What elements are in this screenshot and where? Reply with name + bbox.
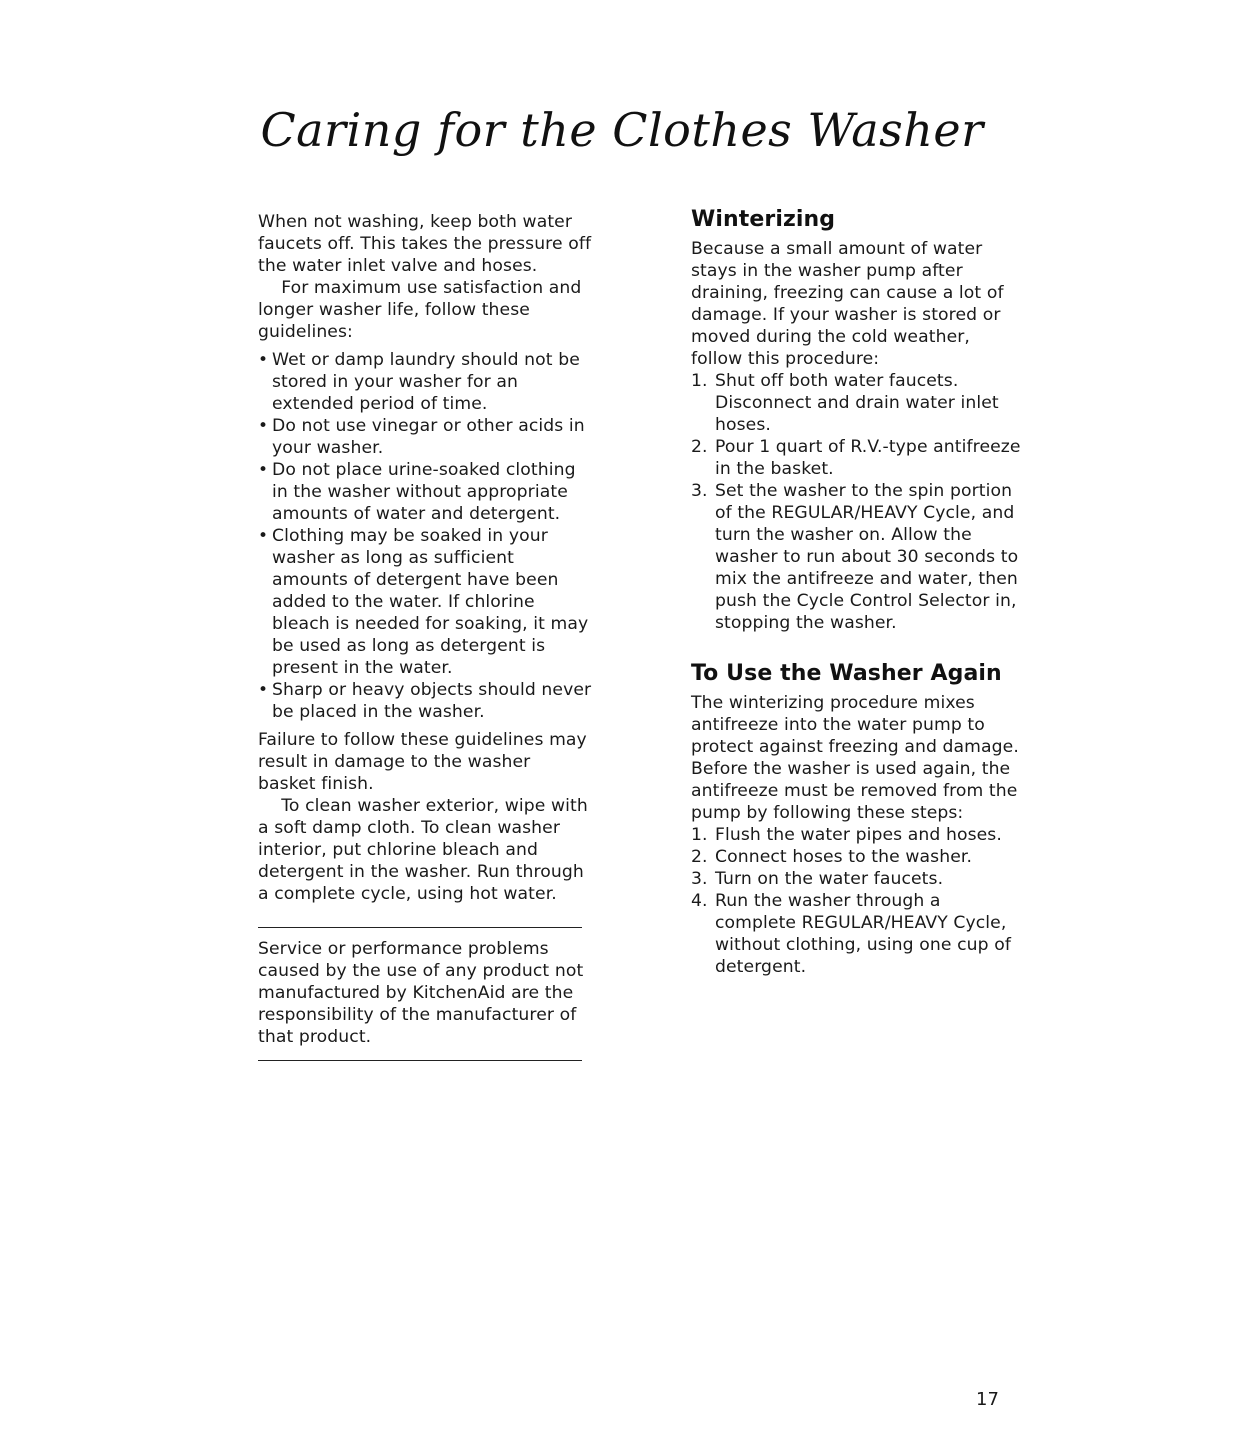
- list-item: • Do not place urine-soaked clothing in the washer without appropriate amounts of water and detergent.: [258, 459, 593, 525]
- step-text: Connect hoses to the washer.: [715, 847, 973, 867]
- cleaning-paragraph: To clean washer exterior, wipe with a soft damp cloth. To clean washer interior, put chlorine bleach and detergent in the washer. Run through a complete cycle, using hot water.: [258, 796, 588, 904]
- page-title: Caring for the Clothes Washer: [260, 103, 984, 157]
- step-text: Turn on the water faucets.: [715, 869, 944, 889]
- list-item: [691, 824, 1021, 846]
- step-number: 1.: [691, 371, 708, 391]
- divider-top: [258, 927, 582, 928]
- winterizing-heading: Winterizing: [691, 207, 836, 232]
- list-item: • Do not use vinegar or other acids in your washer.: [258, 415, 593, 459]
- list-item: [691, 890, 1021, 978]
- list-item: [691, 868, 1021, 890]
- left-column: [258, 211, 593, 1061]
- right-column: [691, 206, 1021, 978]
- step-number: 3.: [691, 481, 708, 501]
- step-number: 2.: [691, 847, 708, 867]
- step-text: Pour 1 quart of R.V.-type antifreeze in the basket.: [715, 437, 1021, 479]
- list-item: [691, 846, 1021, 868]
- service-note: Service or performance problems caused by the use of any product not manufactured by KitchenAid are the responsibility of the manufacturer of that product.: [258, 939, 584, 1047]
- divider-bottom: [258, 1060, 582, 1061]
- winterizing-intro: Because a small amount of water stays in the washer pump after draining, freezing can cause a lot of damage. If your washer is stored or moved during the cold weather, follow this procedure:: [691, 239, 1004, 369]
- step-number: 4.: [691, 891, 708, 911]
- list-item: [691, 480, 1021, 634]
- step-text: Flush the water pipes and hoses.: [715, 825, 1002, 845]
- step-text: Run the washer through a complete REGULAR/HEAVY Cycle, without clothing, using one cup of detergent.: [715, 891, 1011, 977]
- list-item: • Wet or damp laundry should not be stored in your washer for an extended period of time.: [258, 349, 593, 415]
- list-item: [691, 436, 1021, 480]
- list-item: • Clothing may be soaked in your washer as long as sufficient amounts of detergent have been added to the water. If chlorine bleach is needed for soaking, it may be used as long as detergent is present in the water.: [258, 525, 593, 679]
- use-again-heading: To Use the Washer Again: [691, 661, 1002, 686]
- step-number: 3.: [691, 869, 708, 889]
- use-again-steps: [691, 824, 1021, 978]
- winterizing-steps: [691, 370, 1021, 634]
- intro-paragraph: When not washing, keep both water faucets off. This takes the pressure off the water inlet valve and hoses.: [258, 212, 592, 276]
- guidelines-list: [258, 349, 593, 723]
- list-item: • Sharp or heavy objects should never be placed in the washer.: [258, 679, 593, 723]
- guidelines-intro: For maximum use satisfaction and longer washer life, follow these guidelines:: [258, 278, 582, 342]
- failure-paragraph: Failure to follow these guidelines may result in damage to the washer basket finish.: [258, 730, 587, 794]
- step-text: Set the washer to the spin portion of the REGULAR/HEAVY Cycle, and turn the washer on. Allow the washer to run about 30 seconds to mix the antifreeze and water, then push the Cycle Control Selector in, stopping the washer.: [715, 481, 1019, 633]
- step-text: Shut off both water faucets. Disconnect and drain water inlet hoses.: [715, 371, 999, 435]
- step-number: 1.: [691, 825, 708, 845]
- page-number: 17: [976, 1389, 999, 1410]
- list-item: [691, 370, 1021, 436]
- use-again-intro: The winterizing procedure mixes antifreeze into the water pump to protect against freezing and damage. Before the washer is used again, the antifreeze must be removed from the pump by following these steps:: [691, 693, 1019, 823]
- step-number: 2.: [691, 437, 708, 457]
